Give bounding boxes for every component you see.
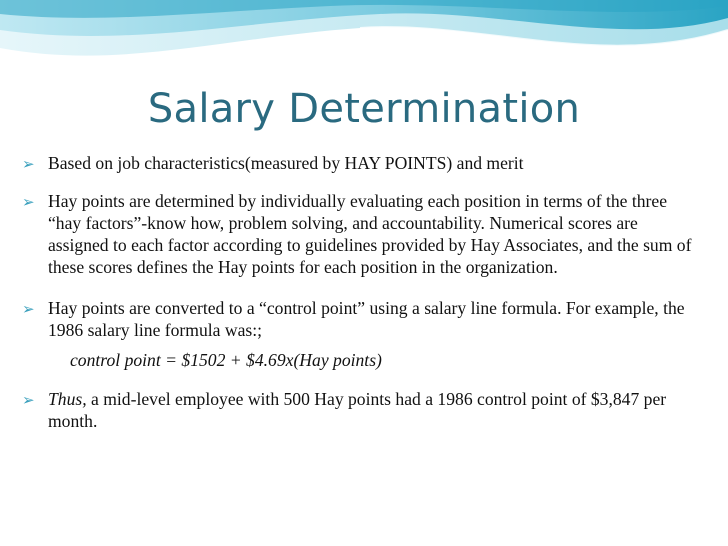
- bullet-text: Hay points are converted to a “control point” using a salary line formula. For example, the 1986 salary line formula was:;: [48, 298, 685, 340]
- arrowhead-bullet-icon: ➢: [22, 193, 35, 211]
- slide-title: Salary Determination: [147, 86, 581, 132]
- bullet-list: [22, 152, 702, 432]
- bullet-text: Based on job characteristics(measured by HAY POINTS) and merit: [48, 153, 524, 173]
- bullet-item: [22, 190, 702, 278]
- bullet-item: [22, 388, 702, 432]
- bullet-text: Hay points are determined by individually evaluating each position in terms of the three “hay factors”-know how, problem solving, and accountability. Numerical scores are assigned to each factor according to guidelines provided by Hay Associates, and the sum of these scores defines the Hay points for each position in the organization.: [48, 191, 692, 277]
- bullet-item: [22, 152, 702, 174]
- salary-formula: control point = $1502 + $4.69x(Hay points): [70, 350, 382, 370]
- bullet-lead-word: Thus,: [48, 389, 87, 409]
- arrowhead-bullet-icon: ➢: [22, 155, 35, 173]
- arrowhead-bullet-icon: ➢: [22, 391, 35, 409]
- arrowhead-bullet-icon: ➢: [22, 300, 35, 318]
- bullet-text: a mid-level employee with 500 Hay points had a 1986 control point of $3,847 per month.: [48, 389, 667, 431]
- header-wave-decoration: [0, 0, 728, 80]
- bullet-item: [22, 297, 702, 371]
